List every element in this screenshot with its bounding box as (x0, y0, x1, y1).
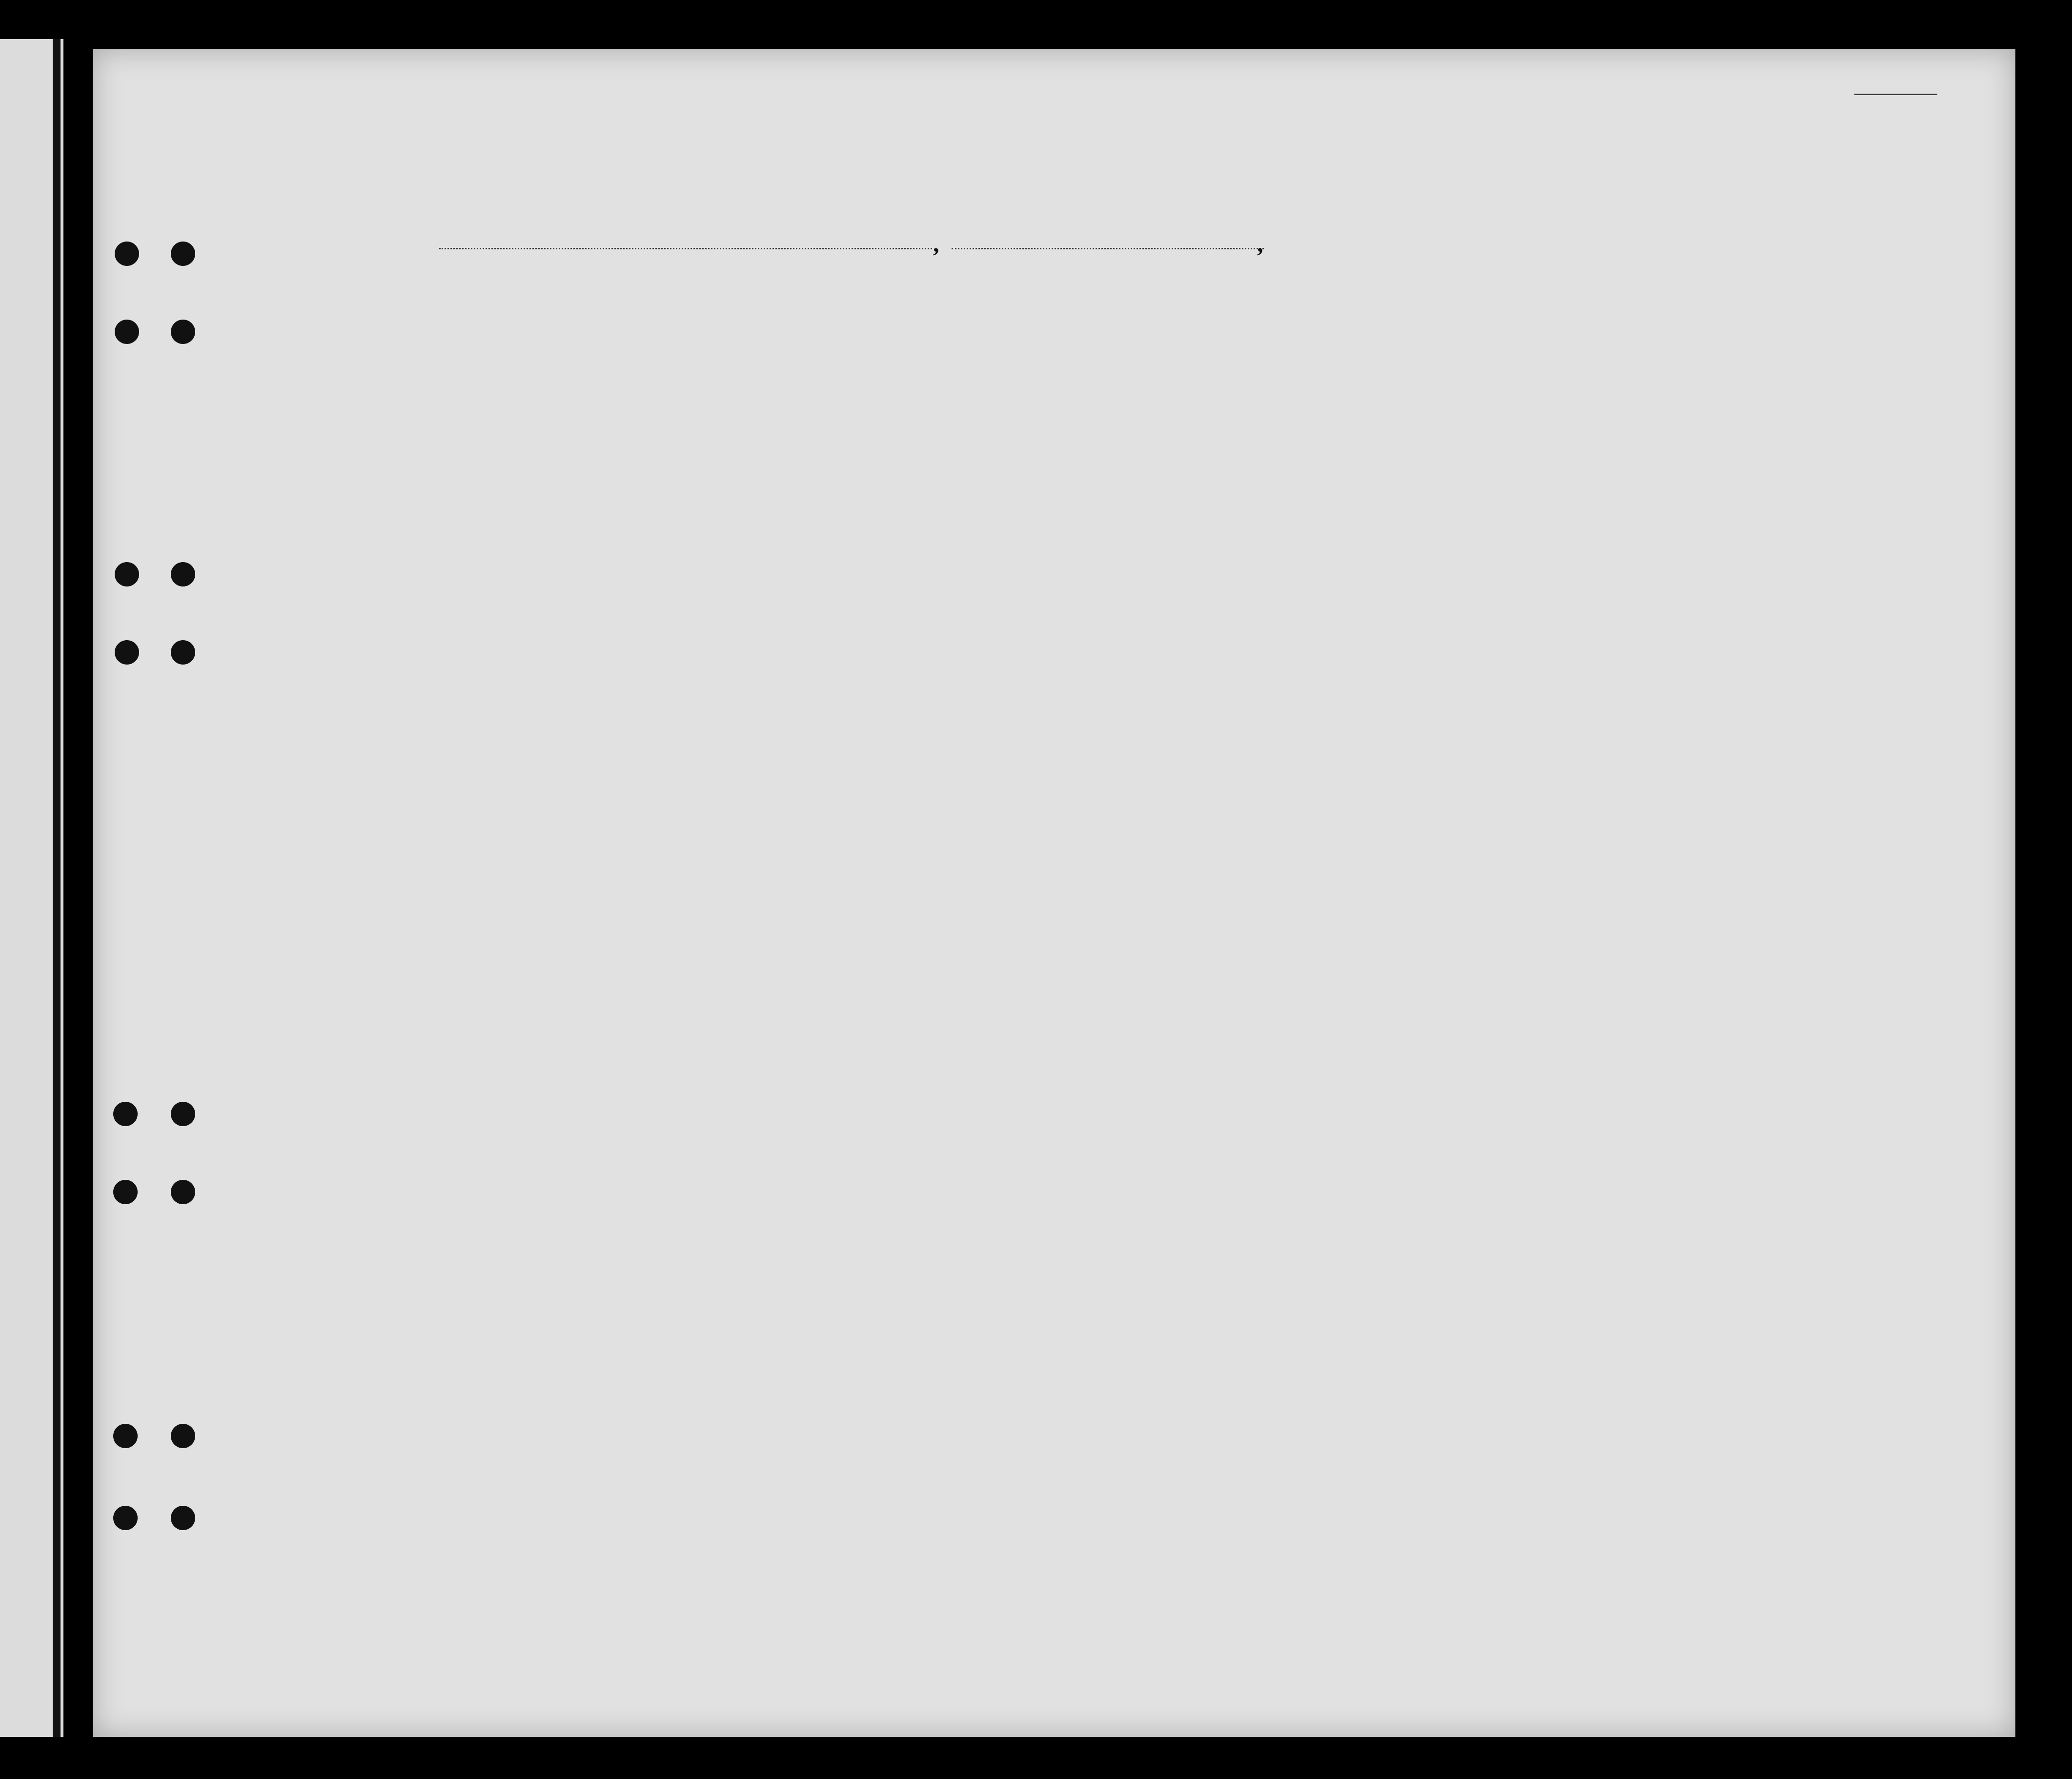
punch-hole (115, 242, 139, 266)
header-excluded (1528, 312, 1548, 432)
punch-hole (171, 640, 195, 665)
punch-hole (171, 1102, 195, 1126)
comma-separator-2: , (1257, 230, 1263, 257)
header-overthrow (1437, 312, 1475, 432)
header-length-time (1275, 337, 1302, 432)
punch-hole (115, 640, 139, 665)
punch-hole (115, 562, 139, 586)
header-intends-return (1239, 337, 1266, 432)
header-ticket (669, 312, 691, 429)
punch-hole (171, 562, 195, 586)
header-polygamist (1380, 312, 1402, 432)
punch-hole (113, 1180, 138, 1204)
punch-hole (171, 1506, 195, 1530)
punch-hole (113, 1102, 138, 1126)
date-line (952, 248, 1264, 249)
punch-hole (171, 1424, 195, 1448)
list-number (1854, 94, 1937, 95)
punch-hole (171, 242, 195, 266)
punch-hole (113, 1424, 138, 1448)
punch-hole (113, 1506, 138, 1530)
punch-hole (171, 1180, 195, 1204)
header-prison (1346, 312, 1373, 432)
comma-separator: , (933, 230, 939, 257)
port-line (439, 248, 932, 249)
header-arrested (1552, 312, 1571, 432)
header-feet (1692, 400, 1704, 429)
header-anarchist (1408, 312, 1430, 432)
punch-hole (171, 320, 195, 344)
header-labor-contract (1489, 312, 1521, 432)
header-become-citizen (1311, 337, 1338, 432)
punch-hole (115, 320, 139, 344)
header-inches (1713, 395, 1725, 429)
header-money (790, 312, 811, 429)
